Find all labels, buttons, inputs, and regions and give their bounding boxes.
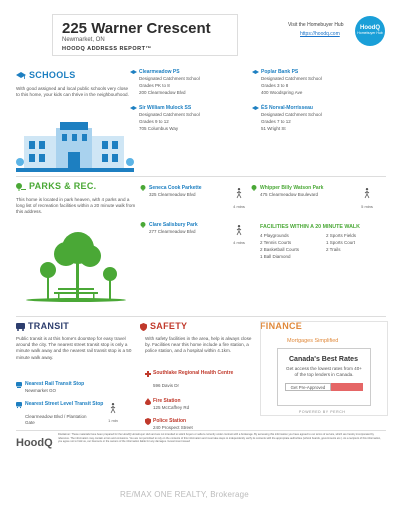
school-address: 400 Woodspring Ave [261, 90, 303, 95]
graduation-cap-icon [130, 106, 137, 111]
facility-item: 2 Basketball Courts [260, 247, 300, 252]
school-grades: Grades 7 to 12 [261, 119, 291, 124]
park-walk-time: 4 mins [233, 240, 245, 245]
safety-facility-address: 596 Davis Dr [153, 383, 180, 388]
park-name: Seneca Cook Parkette [149, 185, 202, 191]
mortgage-heading: Mortgages Simplified [287, 338, 339, 344]
transit-description: Public transit is at this home's doorstep for easy travel around the city. The nearest street transit stop is only a minute walk away and the nearest rail transit stop is a 50 minute walk away. [16, 336, 132, 360]
logo-subtext: Homebuyer Hub [357, 31, 383, 35]
section-divider [16, 316, 386, 317]
school-address: 705 Columbus Way [139, 126, 179, 131]
tree-icon [251, 185, 257, 191]
park-address: 277 Clearmeadow Blvd [149, 229, 196, 234]
school-address: 200 Clearmeadow Blvd [139, 90, 186, 95]
graduation-cap-icon [130, 70, 137, 75]
transit-walk-time: 1 min [108, 418, 118, 423]
school-type: Designated Catchment School [261, 112, 322, 117]
section-divider [16, 176, 386, 177]
logo-text: HoodQ [360, 25, 380, 31]
facility-item: 4 Playgrounds [260, 233, 289, 238]
bus-stop-icon [16, 402, 22, 408]
transit-stop-name: Nearest Rail Transit Stop [25, 381, 85, 387]
report-label: HOODQ ADDRESS REPORT™ [62, 46, 152, 52]
park-address: 475 Clearmeadow Boulevard [260, 192, 319, 197]
facilities-title: FACILITIES WITHIN A 20 MINUTE WALK [260, 224, 360, 230]
facility-item: 1 Sports Court [326, 240, 356, 245]
walking-icon [110, 403, 116, 413]
hoodq-logo [355, 16, 385, 46]
footer-logo: HoodQ [16, 437, 53, 449]
fire-icon [145, 398, 151, 405]
park-address: 325 Clearmeadow Blvd [149, 192, 196, 197]
get-pre-approved-go-button[interactable] [331, 383, 363, 391]
school-grades: Grades 3 to 8 [261, 83, 289, 88]
address-city: Newmarket, ON [62, 37, 105, 43]
safety-facility-name: Police Station [153, 418, 187, 424]
train-icon [16, 382, 22, 388]
bus-icon [16, 323, 25, 331]
visit-text: Visit the Homebuyer Hub [288, 22, 344, 28]
schools-title: SCHOOLS [29, 70, 76, 80]
park-walk-time: 5 mins [361, 204, 373, 209]
rates-card-text: Get access the lowest rates from 40+ of the top lenders in Canada. [286, 366, 362, 378]
school-grades: Grades PK to 8 [139, 83, 170, 88]
transit-title: TRANSIT [28, 321, 70, 331]
school-name: ÉS Norval-Morrisseau [261, 105, 313, 111]
walking-icon [364, 188, 370, 198]
park-name: Whipper Billy Watson Park [260, 185, 324, 191]
facility-item: 1 Ball Diamond [260, 254, 291, 259]
school-type: Designated Catchment School [139, 112, 200, 117]
parks-title: PARKS & REC. [29, 181, 97, 191]
tree-icon [140, 185, 146, 191]
school-grades: Grades 9 to 12 [139, 119, 169, 124]
safety-title: SAFETY [150, 321, 188, 331]
address-title: 225 Warner Crescent [62, 20, 211, 37]
transit-stop-detail: Newmarket GO [25, 388, 57, 393]
park-icon [16, 183, 26, 191]
school-name: Clearmeadow PS [139, 69, 180, 75]
powered-by-perch: POWERED BY PERCH [299, 410, 346, 414]
get-pre-approved-button[interactable]: Get Pre-Approved [285, 383, 331, 391]
safety-facility-name: Southlake Regional Health Centre [153, 370, 234, 376]
schools-icon [16, 72, 26, 80]
school-address: 51 Wright St [261, 126, 286, 131]
park-illustration [26, 226, 126, 302]
school-building-illustration [16, 120, 134, 172]
finance-title: FINANCE [260, 321, 303, 331]
safety-facility-name: Fire Station [153, 398, 181, 404]
graduation-cap-icon [252, 70, 259, 75]
school-type: Designated Catchment School [261, 76, 322, 81]
transit-stop-name: Nearest Street Level Transit Stop [25, 401, 104, 407]
school-name: Sir William Mulock SS [139, 105, 192, 111]
schools-description: With good assigned and local public schools very close to this home, your kids can thrive in the neighbourhood. [16, 86, 129, 98]
parks-description: This home is located in park heaven, with 4 parks and a long list of recreation facilities within a 20 minute walk from this address. [16, 197, 136, 215]
walking-icon [236, 188, 242, 198]
transit-stop-detail: Clearmeadow Blvd / Plantation Gate [25, 414, 87, 425]
hub-link[interactable]: https://hoodq.com [300, 31, 340, 37]
facility-item: 2 Sports Fields [326, 233, 357, 238]
hospital-icon [145, 371, 151, 377]
disclaimer-text: Disclaimer: These materials have been prepared for the HoodQ Homebuyer Hub and are not intended to solicit buyers or sellers currently under contract with a brokerage. By accessing this information you have agreed to our terms of service, which are hereby incorporated by reference. The information may contain errors and omissions. You are not permitted to rely on the contents of this information and must take steps to independently verify its contents with the appropriate authorities (school boards, governments etc.). As a recipient of this information, you agree not to hold us, our licensors or the owners of the information liable for any damages. Government issued [58, 433, 381, 444]
safety-facility-address: 240 Prospect Street [153, 425, 193, 430]
rates-card-title: Canada's Best Rates [289, 356, 358, 363]
walking-icon [236, 225, 242, 235]
park-name: Clare Salisbury Park [149, 222, 198, 228]
shield-icon [140, 323, 147, 331]
graduation-cap-icon [252, 106, 259, 111]
safety-facility-address: 125 McCaffrey Rd [153, 405, 190, 410]
school-type: Designated Catchment School [139, 76, 200, 81]
section-divider [16, 430, 386, 431]
facility-item: 2 Tennis Courts [260, 240, 292, 245]
facility-item: 2 Trails [326, 247, 341, 252]
police-badge-icon [145, 418, 151, 425]
tree-icon [140, 222, 146, 228]
school-name: Poplar Bank PS [261, 69, 299, 75]
safety-description: With safety facilities in the area, help is always close by. Facilities near this home include a fire station, a police station, and a hospital within 4.1km. [145, 336, 252, 354]
brokerage-watermark: RE/MAX ONE REALTY, Brokerage [120, 490, 249, 499]
park-walk-time: 4 mins [233, 204, 245, 209]
